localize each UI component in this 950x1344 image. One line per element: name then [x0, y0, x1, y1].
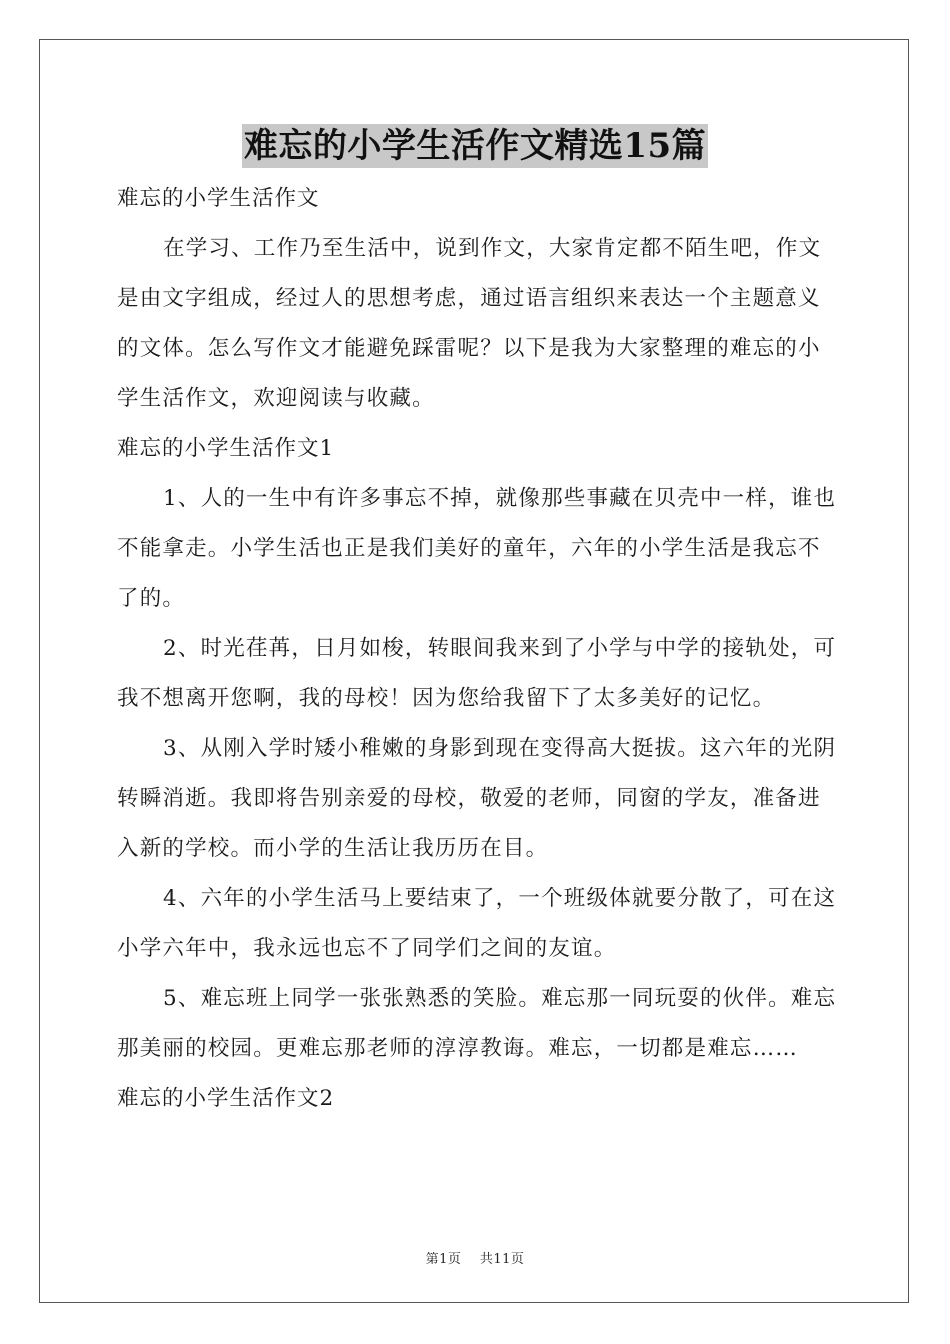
section-heading: 难忘的小学生活作文2: [117, 1086, 335, 1111]
body-paragraph: 1、人的一生中有许多事忘不掉，就像那些事藏在贝壳中一样，谁也不能拿走。小学生活也正是我们美好的童年，六年的小学生活是我忘不了的。: [117, 486, 837, 611]
page-footer: [0, 1248, 950, 1267]
page-number: 第1页: [425, 1252, 462, 1267]
section-heading: 难忘的小学生活作文: [117, 186, 320, 211]
document-body: [117, 174, 837, 1124]
title-container: [0, 124, 950, 168]
body-paragraph: 5、难忘班上同学一张张熟悉的笑脸。难忘那一同玩耍的伙伴。难忘那美丽的校园。更难忘那老师的淳淳教诲。难忘，一切都是难忘……: [117, 986, 837, 1061]
document-title: 难忘的小学生活作文精选15篇: [243, 126, 707, 166]
body-paragraph: 2、时光荏苒，日月如梭，转眼间我来到了小学与中学的接轨处，可我不想离开您啊，我的母校！因为您给我留下了太多美好的记忆。: [117, 636, 837, 711]
page-total: 共11页: [479, 1252, 525, 1267]
body-paragraph: 4、六年的小学生活马上要结束了，一个班级体就要分散了，可在这小学六年中，我永远也忘不了同学们之间的友谊。: [117, 886, 837, 961]
intro-paragraph: 在学习、工作乃至生活中，说到作文，大家肯定都不陌生吧，作文是由文字组成，经过人的思想考虑，通过语言组织来表达一个主题意义的文体。怎么写作文才能避免踩雷呢？以下是我为大家整理的难忘的小学生活作文，欢迎阅读与收藏。: [117, 236, 822, 411]
body-paragraph: 3、从刚入学时矮小稚嫩的身影到现在变得高大挺拔。这六年的光阴转瞬消逝。我即将告别亲爱的母校，敬爱的老师，同窗的学友，准备进入新的学校。而小学的生活让我历历在目。: [117, 736, 837, 861]
section-heading: 难忘的小学生活作文1: [117, 436, 335, 461]
